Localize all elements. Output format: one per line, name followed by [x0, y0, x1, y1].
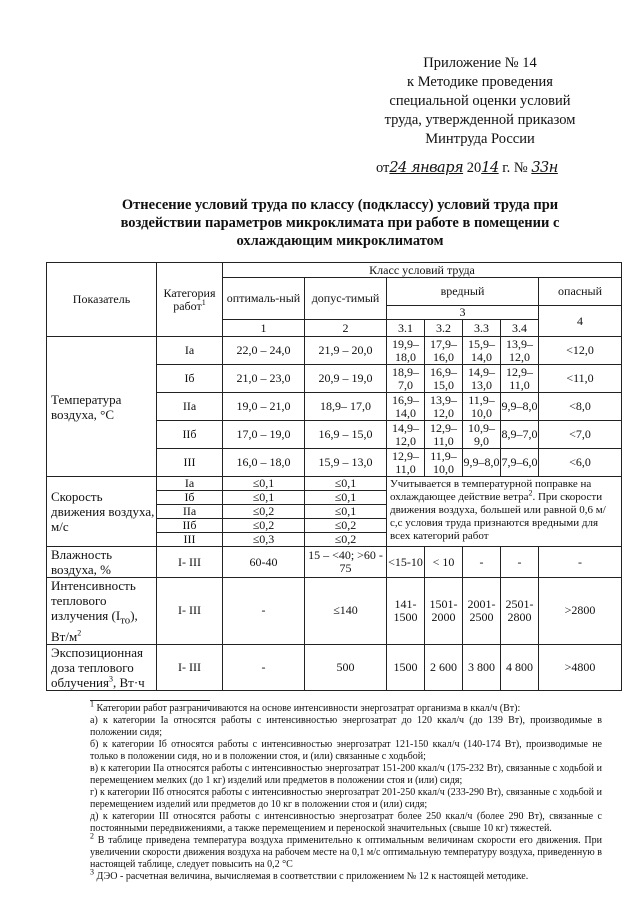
class-3-1-cell: 141-1500: [387, 578, 425, 645]
footnote-3-text: ДЭО - расчетная величина, вычисляемая в соответствии с приложением № 12 к настоящей методике.: [96, 871, 529, 882]
header-category: [157, 263, 223, 337]
class-4-cell: <7,0: [539, 421, 622, 449]
class-3-1-cell: 18,9–7,0: [387, 365, 425, 393]
class-4-cell: <8,0: [539, 393, 622, 421]
class-3-3-cell: 9,9–8,0: [463, 449, 501, 477]
allowed-cell: 18,9– 17,0: [305, 393, 387, 421]
allowed-cell: 20,9 – 19,0: [305, 365, 387, 393]
temperature-label: Температура воздуха, °С: [47, 337, 157, 477]
class-4-cell: <12,0: [539, 337, 622, 365]
class-3-1-cell: 19,9–18,0: [387, 337, 425, 365]
optimal-cell: ≤0,2: [223, 505, 305, 519]
category-cell: I- III: [157, 578, 223, 645]
category-cell: III: [157, 449, 223, 477]
order-number: 33н: [531, 160, 558, 176]
dose-label-b: , Вт·ч: [112, 674, 145, 690]
header-category-text: Категория работ: [163, 285, 216, 313]
footnote-1: [90, 699, 602, 715]
appendix-line: Минтруда России: [425, 131, 535, 147]
category-cell: IIб: [157, 519, 223, 533]
category-cell: IIб: [157, 421, 223, 449]
header-num-2: 2: [305, 320, 387, 337]
title-line: воздействии параметров микроклимата при работе в помещении с: [120, 215, 560, 231]
order-date: [376, 160, 558, 177]
table-row: [47, 644, 622, 690]
footnote-1b: б) к категории Iб относятся работы с интенсивностью энергозатрат 121-150 ккал/ч (140-174 Вт), производимые не только в положении сидя, но и в положении стоя, и (или) связанные с ходьбой;: [90, 739, 602, 762]
class-3-2-cell: 13,9–12,0: [425, 393, 463, 421]
class-3-3-cell: 15,9–14,0: [463, 337, 501, 365]
appendix-line: Приложение № 14: [423, 55, 537, 71]
optimal-cell: 22,0 – 24,0: [223, 337, 305, 365]
category-cell: Iб: [157, 491, 223, 505]
allowed-cell: ≤0,2: [305, 533, 387, 547]
appendix-line: труда, утвержденной приказом: [384, 112, 576, 128]
optimal-cell: 19,0 – 21,0: [223, 393, 305, 421]
microclimate-table: [46, 262, 622, 691]
footnote-1g: г) к категории IIб относятся работы с интенсивностью энергозатрат 201-250 ккал/ч (233-290 Вт), связанные с ходьбой и перемещением изделий или предметов до 10 кг в положении стоя и (или) сидя;: [90, 787, 602, 810]
air-speed-note: [387, 477, 622, 547]
class-3-1-cell: 14,9–12,0: [387, 421, 425, 449]
class-3-2-cell: 2 600: [425, 644, 463, 690]
optimal-cell: 16,0 – 18,0: [223, 449, 305, 477]
dose-label-sup: 3: [108, 674, 113, 684]
allowed-cell: ≤0,2: [305, 519, 387, 533]
appendix-line: специальной оценки условий: [389, 93, 571, 109]
header-dangerous: опасный: [539, 278, 622, 306]
radiation-label: [47, 578, 157, 645]
allowed-cell: 15 – <40; >60 - 75: [305, 547, 387, 578]
class-3-2-cell: 11,9–10,0: [425, 449, 463, 477]
header-num-4: 4: [539, 306, 622, 337]
header-indicator: Показатель: [47, 263, 157, 337]
class-3-4-cell: 8,9–7,0: [501, 421, 539, 449]
class-4-cell: <11,0: [539, 365, 622, 393]
air-speed-label: Скорость движения воздуха, м/с: [47, 477, 157, 547]
class-3-1-cell: <15-10: [387, 547, 425, 578]
table-row: [47, 578, 622, 645]
class-4-cell: -: [539, 547, 622, 578]
header-category-sup: 1: [201, 297, 206, 307]
optimal-cell: ≤0,2: [223, 519, 305, 533]
date-year-word: г. №: [502, 160, 528, 176]
class-4-cell: >2800: [539, 578, 622, 645]
humidity-label: Влажность воздуха, %: [47, 547, 157, 578]
optimal-cell: -: [223, 644, 305, 690]
appendix-header: [370, 54, 590, 149]
footnote-2-sup: 2: [90, 831, 94, 841]
category-cell: III: [157, 533, 223, 547]
class-3-3-cell: 2001-2500: [463, 578, 501, 645]
class-3-4-cell: 4 800: [501, 644, 539, 690]
class-3-2-cell: 17,9–16,0: [425, 337, 463, 365]
footnote-1-sup: 1: [90, 699, 94, 709]
class-3-1-cell: 16,9–14,0: [387, 393, 425, 421]
radiation-label-sub: то: [120, 614, 131, 627]
footnote-divider: [90, 700, 210, 701]
optimal-cell: 17,0 – 19,0: [223, 421, 305, 449]
category-cell: Iб: [157, 365, 223, 393]
header-num-1: 1: [223, 320, 305, 337]
class-4-cell: <6,0: [539, 449, 622, 477]
optimal-cell: 21,0 – 23,0: [223, 365, 305, 393]
dose-label-a: Экспозиционная доза теплового облучения: [51, 644, 143, 690]
class-4-cell: >4800: [539, 644, 622, 690]
header-3-1: 3.1: [387, 320, 425, 337]
air-speed-note-sup: 2: [528, 488, 533, 498]
optimal-cell: ≤0,1: [223, 491, 305, 505]
date-day-month: 24 января: [389, 160, 464, 176]
dose-label: [47, 644, 157, 690]
class-3-4-cell: -: [501, 547, 539, 578]
title-line: охлаждающим микроклиматом: [236, 233, 444, 249]
footnote-2-text: В таблице приведена температура воздуха применительно к оптимальным величинам скорости его движения. При увеличении скорости движения воздуха на рабочем месте на 0,1 м/с оптимальную температуру воздуха, приведенную в настоящей таблице, следует повысить на 0,2 °С: [90, 835, 602, 870]
class-3-3-cell: 3 800: [463, 644, 501, 690]
allowed-cell: ≤0,1: [305, 477, 387, 491]
class-3-4-cell: 9,9–8,0: [501, 393, 539, 421]
allowed-cell: 21,9 – 20,0: [305, 337, 387, 365]
appendix-line: к Методике проведения: [407, 74, 553, 90]
class-3-1-cell: 12,9–11,0: [387, 449, 425, 477]
class-3-2-cell: 1501-2000: [425, 578, 463, 645]
footnote-3: [90, 867, 602, 883]
allowed-cell: ≤0,1: [305, 491, 387, 505]
header-allowed: допус-тимый: [305, 278, 387, 320]
allowed-cell: 15,9 – 13,0: [305, 449, 387, 477]
category-cell: I- III: [157, 547, 223, 578]
date-year-prefix: 20: [466, 160, 482, 176]
optimal-cell: -: [223, 578, 305, 645]
class-3-3-cell: 10,9–9,0: [463, 421, 501, 449]
class-3-2-cell: < 10: [425, 547, 463, 578]
radiation-label-a: Интенсивность теплового излучения (I: [51, 578, 136, 623]
class-3-2-cell: 16,9–15,0: [425, 365, 463, 393]
footnote-1d: д) к категории III относятся работы с интенсивностью энергозатрат более 250 ккал/ч (более 290 Вт), связанные с постоянными передвижениями, а также перемещением и переноской значительных (свыше 10 кг) тяжестей.: [90, 811, 602, 834]
air-speed-note-a: Учитывается в температурной поправке на охлаждающее действие ветра: [390, 478, 592, 503]
optimal-cell: ≤0,3: [223, 533, 305, 547]
table-row: [47, 477, 622, 491]
allowed-cell: 16,9 – 15,0: [305, 421, 387, 449]
class-3-3-cell: 11,9–10,0: [463, 393, 501, 421]
header-harmful: вредный: [387, 278, 539, 306]
allowed-cell: ≤0,1: [305, 505, 387, 519]
category-cell: IIа: [157, 505, 223, 519]
document-title: [60, 196, 620, 250]
optimal-cell: ≤0,1: [223, 477, 305, 491]
header-3-4: 3.4: [501, 320, 539, 337]
header-optimal: оптималь-ный: [223, 278, 305, 320]
class-3-4-cell: 2501-2800: [501, 578, 539, 645]
class-3-4-cell: 7,9–6,0: [501, 449, 539, 477]
footnote-1v: в) к категории IIа относятся работы с интенсивностью энергозатрат 151-200 ккал/ч (175-232 Вт), связанные с ходьбой и перемещением мелких (до 1 кг) изделий или предметов в положении стоя и (или) сидя;: [90, 763, 602, 786]
category-cell: I- III: [157, 644, 223, 690]
footnote-1-text: Категории работ разграничиваются на основе интенсивности энергозатрат организма в ккал/ч (Вт):: [96, 703, 521, 714]
header-num-3: 3: [387, 306, 539, 320]
air-speed-note-b: . При скорости движения воздуха, большей или равной 0,6 м/с,с условия труда признаются вредными для всех категорий работ: [390, 491, 606, 542]
header-3-2: 3.2: [425, 320, 463, 337]
radiation-label-b: ), Вт/м: [51, 608, 138, 644]
class-3-2-cell: 12,9–11,0: [425, 421, 463, 449]
allowed-cell: ≤140: [305, 578, 387, 645]
footnote-2: [90, 831, 602, 871]
category-cell: Iа: [157, 477, 223, 491]
table-row: [47, 547, 622, 578]
class-3-3-cell: -: [463, 547, 501, 578]
date-year-suffix: 14: [481, 160, 499, 176]
class-3-4-cell: 13,9–12,0: [501, 337, 539, 365]
header-class: Класс условий труда: [223, 263, 622, 278]
category-cell: IIа: [157, 393, 223, 421]
optimal-cell: 60-40: [223, 547, 305, 578]
radiation-label-sup: 2: [77, 628, 82, 638]
header-3-3: 3.3: [463, 320, 501, 337]
class-3-1-cell: 1500: [387, 644, 425, 690]
title-line: Отнесение условий труда по классу (подклассу) условий труда при: [121, 197, 559, 213]
allowed-cell: 500: [305, 644, 387, 690]
footnote-1a: а) к категории Iа относятся работы с интенсивностью энергозатрат до 120 ккал/ч (до 139 Вт), производимые в положении сидя;: [90, 715, 602, 738]
category-cell: Iа: [157, 337, 223, 365]
footnotes: [90, 699, 602, 883]
date-prefix: от: [376, 160, 390, 176]
class-3-3-cell: 14,9–13,0: [463, 365, 501, 393]
class-3-4-cell: 12,9–11,0: [501, 365, 539, 393]
table-row: [47, 337, 622, 365]
footnote-3-sup: 3: [90, 867, 94, 877]
